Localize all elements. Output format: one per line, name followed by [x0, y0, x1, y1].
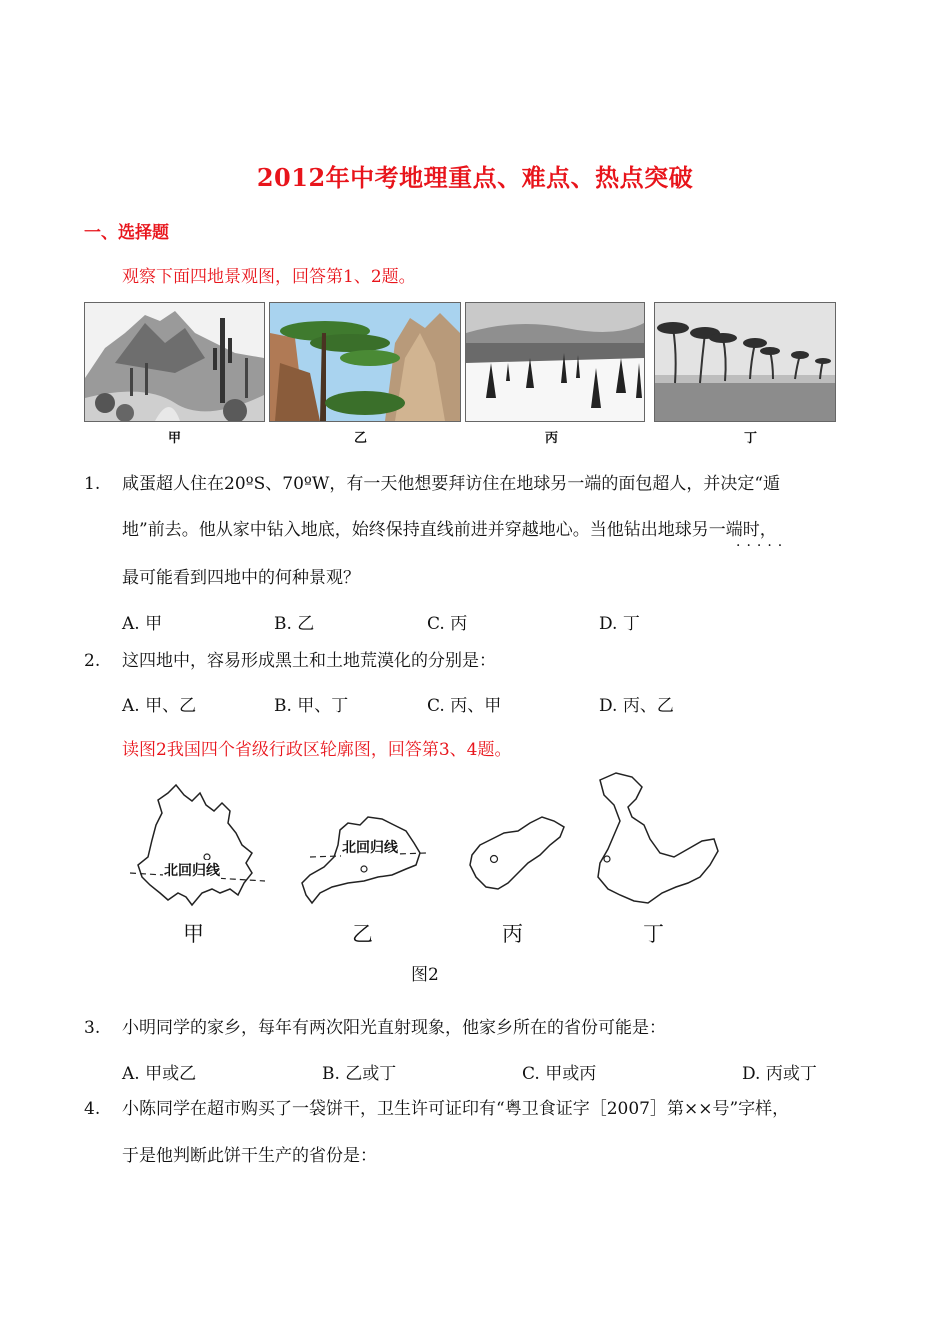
province-outline-bing: [470, 817, 564, 889]
photo-label: 乙: [354, 431, 368, 446]
map-label: 甲: [183, 922, 204, 946]
answer-option: B. 乙或丁: [322, 1064, 397, 1084]
question-text: 这四地中，容易形成黑土和土地荒漠化的分别是：: [122, 651, 496, 671]
answer-option: D. 丙、乙: [599, 696, 674, 716]
question-number: 2.: [84, 651, 101, 671]
answer-option: B. 甲、丁: [274, 696, 349, 716]
section-heading: 一、选择题: [84, 223, 169, 243]
province-outline-ding: [598, 773, 718, 903]
question-number: 4.: [84, 1099, 101, 1119]
tropic-label: 北回归线: [163, 860, 221, 880]
answer-option: C. 丙、甲: [427, 696, 502, 716]
answer-option: A. 甲: [122, 614, 163, 634]
answer-option: D. 丁: [599, 614, 640, 634]
province-outline-jia: [138, 785, 252, 905]
map-label: 丙: [502, 922, 523, 946]
map-label: 丁: [643, 922, 664, 946]
province-outline-yi: [302, 817, 420, 903]
question-number: 1.: [84, 474, 101, 494]
landscape-photo-palms: [654, 302, 836, 422]
question-number: 3.: [84, 1018, 101, 1038]
answer-option: C. 丙: [427, 614, 468, 634]
question-text: 最可能看到四地中的何种景观？: [122, 568, 360, 588]
question-text: 于是他判断此饼干生产的省份是：: [122, 1146, 377, 1166]
question-text: 小明同学的家乡，每年有两次阳光直射现象，他家乡所在的省份可能是：: [122, 1018, 666, 1038]
question-text: 咸蛋超人住在20ºS、70ºW，有一天他想要拜访住在地球另一端的面包超人，并决定“遁: [122, 474, 781, 494]
landscape-photo-pine: [269, 302, 461, 422]
photo-label: 丙: [545, 431, 559, 446]
photo-label: 丁: [744, 431, 758, 446]
figure-caption: 图2: [411, 965, 439, 985]
question-text: 地”前去。他从家中钻入地底，始终保持直线前进并穿越地心。当他钻出地球另一端时，: [122, 520, 777, 540]
landscape-photo-desert: [84, 302, 265, 422]
intro-landscape: 观察下面四地景观图，回答第1、2题。: [122, 267, 416, 287]
answer-option: A. 甲或乙: [122, 1064, 197, 1084]
intro-provinces: 读图2我国四个省级行政区轮廓图，回答第3、4题。: [122, 740, 512, 760]
answer-option: C. 甲或丙: [522, 1064, 597, 1084]
question-text: 小陈同学在超市购买了一袋饼干，卫生许可证印有“粤卫食证字［2007］第××号”字样，: [122, 1099, 790, 1119]
page-title: 2012年中考地理重点、难点、热点突破: [256, 163, 694, 192]
landscape-photo-snow: [465, 302, 645, 422]
answer-option: A. 甲、乙: [122, 696, 197, 716]
answer-option: B. 乙: [274, 614, 315, 634]
map-label: 乙: [352, 922, 373, 946]
tropic-label: 北回归线: [341, 837, 399, 857]
photo-label: 甲: [168, 431, 182, 446]
province-outline-maps: [120, 765, 740, 915]
emphasis-dots: ·····: [736, 538, 789, 554]
answer-option: D. 丙或丁: [742, 1064, 817, 1084]
